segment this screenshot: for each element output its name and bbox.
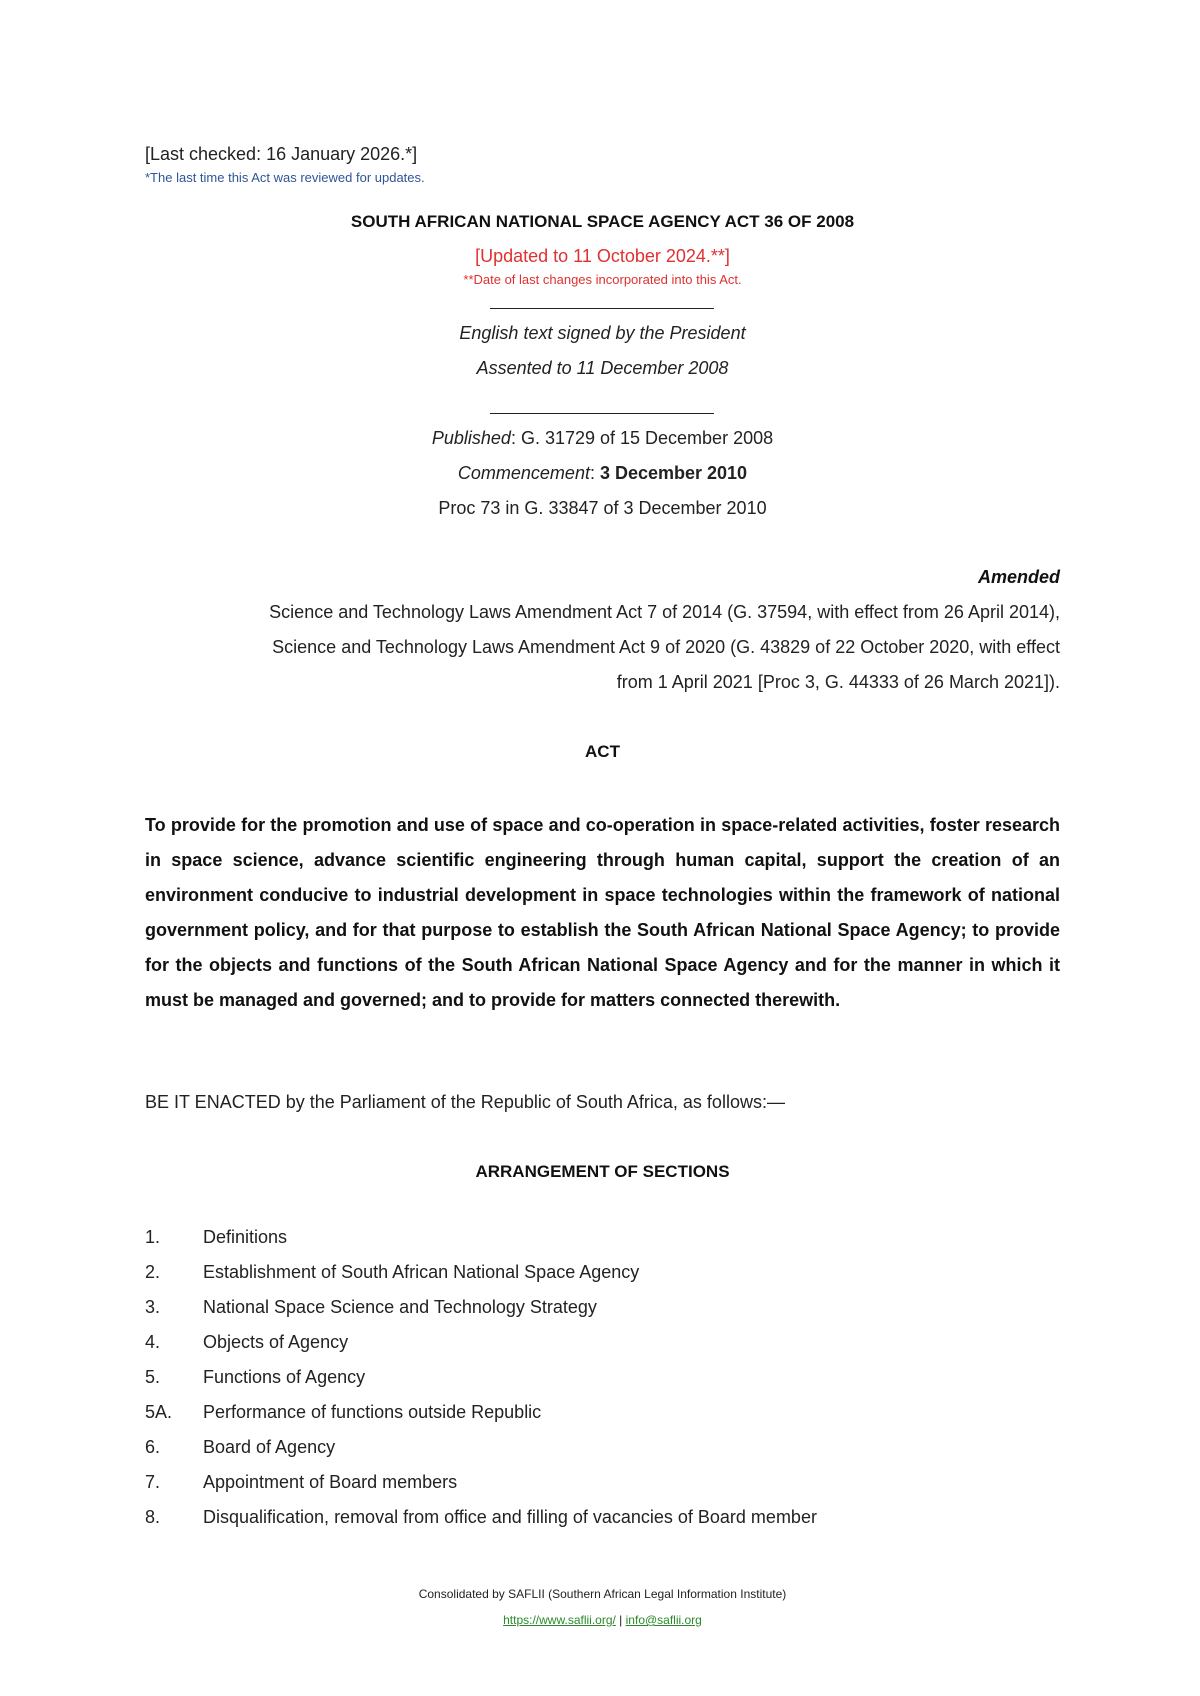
- section-number: 3.: [145, 1297, 161, 1317]
- section-label: Appointment of Board members: [203, 1472, 458, 1492]
- last-checked: [Last checked: 16 January 2026.*]: [145, 144, 418, 164]
- section-number: 4.: [145, 1332, 161, 1352]
- proclamation-line: Proc 73 in G. 33847 of 3 December 2010: [438, 498, 767, 518]
- amendment-line: Science and Technology Laws Amendment Act 7 of 2014 (G. 37594, with effect from 26 April 2014),: [269, 602, 1060, 622]
- published-line: [145, 428, 1060, 449]
- divider-rule: [490, 413, 714, 414]
- published-label: Published: [431, 428, 511, 448]
- commencement-label: Commencement: [457, 463, 590, 483]
- assented-date: Assented to 11 December 2008: [476, 358, 729, 378]
- section-item: [145, 1366, 1060, 1401]
- amendment-line: Science and Technology Laws Amendment Act 9 of 2020 (G. 43829 of 22 October 2020, with effect: [272, 637, 1060, 657]
- section-item: [145, 1296, 1060, 1331]
- section-label: Establishment of South African National Space Agency: [203, 1262, 640, 1282]
- section-label: Definitions: [203, 1227, 288, 1247]
- section-label: Functions of Agency: [203, 1367, 366, 1387]
- section-number: 7.: [145, 1472, 161, 1492]
- section-item: [145, 1436, 1060, 1471]
- section-item: [145, 1261, 1060, 1296]
- amendment-line: from 1 April 2021 [Proc 3, G. 44333 of 26 March 2021]).: [616, 672, 1060, 692]
- footer-separator: |: [615, 1613, 626, 1627]
- footer-links: [145, 1613, 1060, 1627]
- section-item: [145, 1401, 1060, 1436]
- arrangement-heading: ARRANGEMENT OF SECTIONS: [475, 1162, 730, 1181]
- section-label: Board of Agency: [203, 1437, 336, 1457]
- section-label: Performance of functions outside Republic: [203, 1402, 542, 1422]
- sections-list: [145, 1226, 1060, 1541]
- section-number: 6.: [145, 1437, 161, 1457]
- section-number: 1.: [145, 1227, 161, 1247]
- section-number: 5.: [145, 1367, 161, 1387]
- long-title: To provide for the promotion and use of space and co-operation in space-related activities, foster research in space science, advance scientific engineering through human capital, support the creation of an environment conducive to industrial development in space technologies within the framework of national government policy, and for that purpose to establish the South African National Space Agency; to provide for the objects and functions of the South African National Space Agency and for the manner in which it must be managed and governed; and to provide for matters connected therewith.: [145, 815, 1060, 1010]
- section-label: National Space Science and Technology Strategy: [203, 1297, 597, 1317]
- last-checked-note: *The last time this Act was reviewed for updates.: [145, 170, 425, 185]
- updated-date-note: **Date of last changes incorporated into this Act.: [463, 272, 742, 287]
- commencement-separator: :: [589, 463, 600, 483]
- section-number: 8.: [145, 1507, 161, 1527]
- section-label: Objects of Agency: [203, 1332, 349, 1352]
- enacting-formula: BE IT ENACTED by the Parliament of the Republic of South Africa, as follows:—: [145, 1092, 785, 1112]
- section-number: 5A.: [145, 1402, 173, 1422]
- act-title: SOUTH AFRICAN NATIONAL SPACE AGENCY ACT 36 OF 2008: [350, 212, 855, 231]
- section-item: [145, 1471, 1060, 1506]
- commencement-line: [145, 463, 1060, 484]
- section-label: Disqualification, removal from office and filling of vacancies of Board member: [203, 1507, 817, 1527]
- section-item: [145, 1226, 1060, 1261]
- act-heading: ACT: [585, 742, 620, 761]
- divider-rule: [490, 308, 714, 309]
- updated-date: [Updated to 11 October 2024.**]: [475, 246, 730, 266]
- saflii-website-link[interactable]: https://www.saflii.org/: [503, 1613, 616, 1627]
- saflii-email-link[interactable]: info@saflii.org: [625, 1613, 702, 1627]
- published-value: : G. 31729 of 15 December 2008: [510, 428, 774, 448]
- signed-text: English text signed by the President: [459, 323, 746, 343]
- section-number: 2.: [145, 1262, 161, 1282]
- footer-consolidated: Consolidated by SAFLII (Southern African Legal Information Institute): [418, 1587, 787, 1601]
- section-item: [145, 1331, 1060, 1366]
- commencement-value: 3 December 2010: [599, 463, 748, 483]
- section-item: [145, 1506, 1060, 1541]
- amended-heading: Amended: [977, 567, 1060, 587]
